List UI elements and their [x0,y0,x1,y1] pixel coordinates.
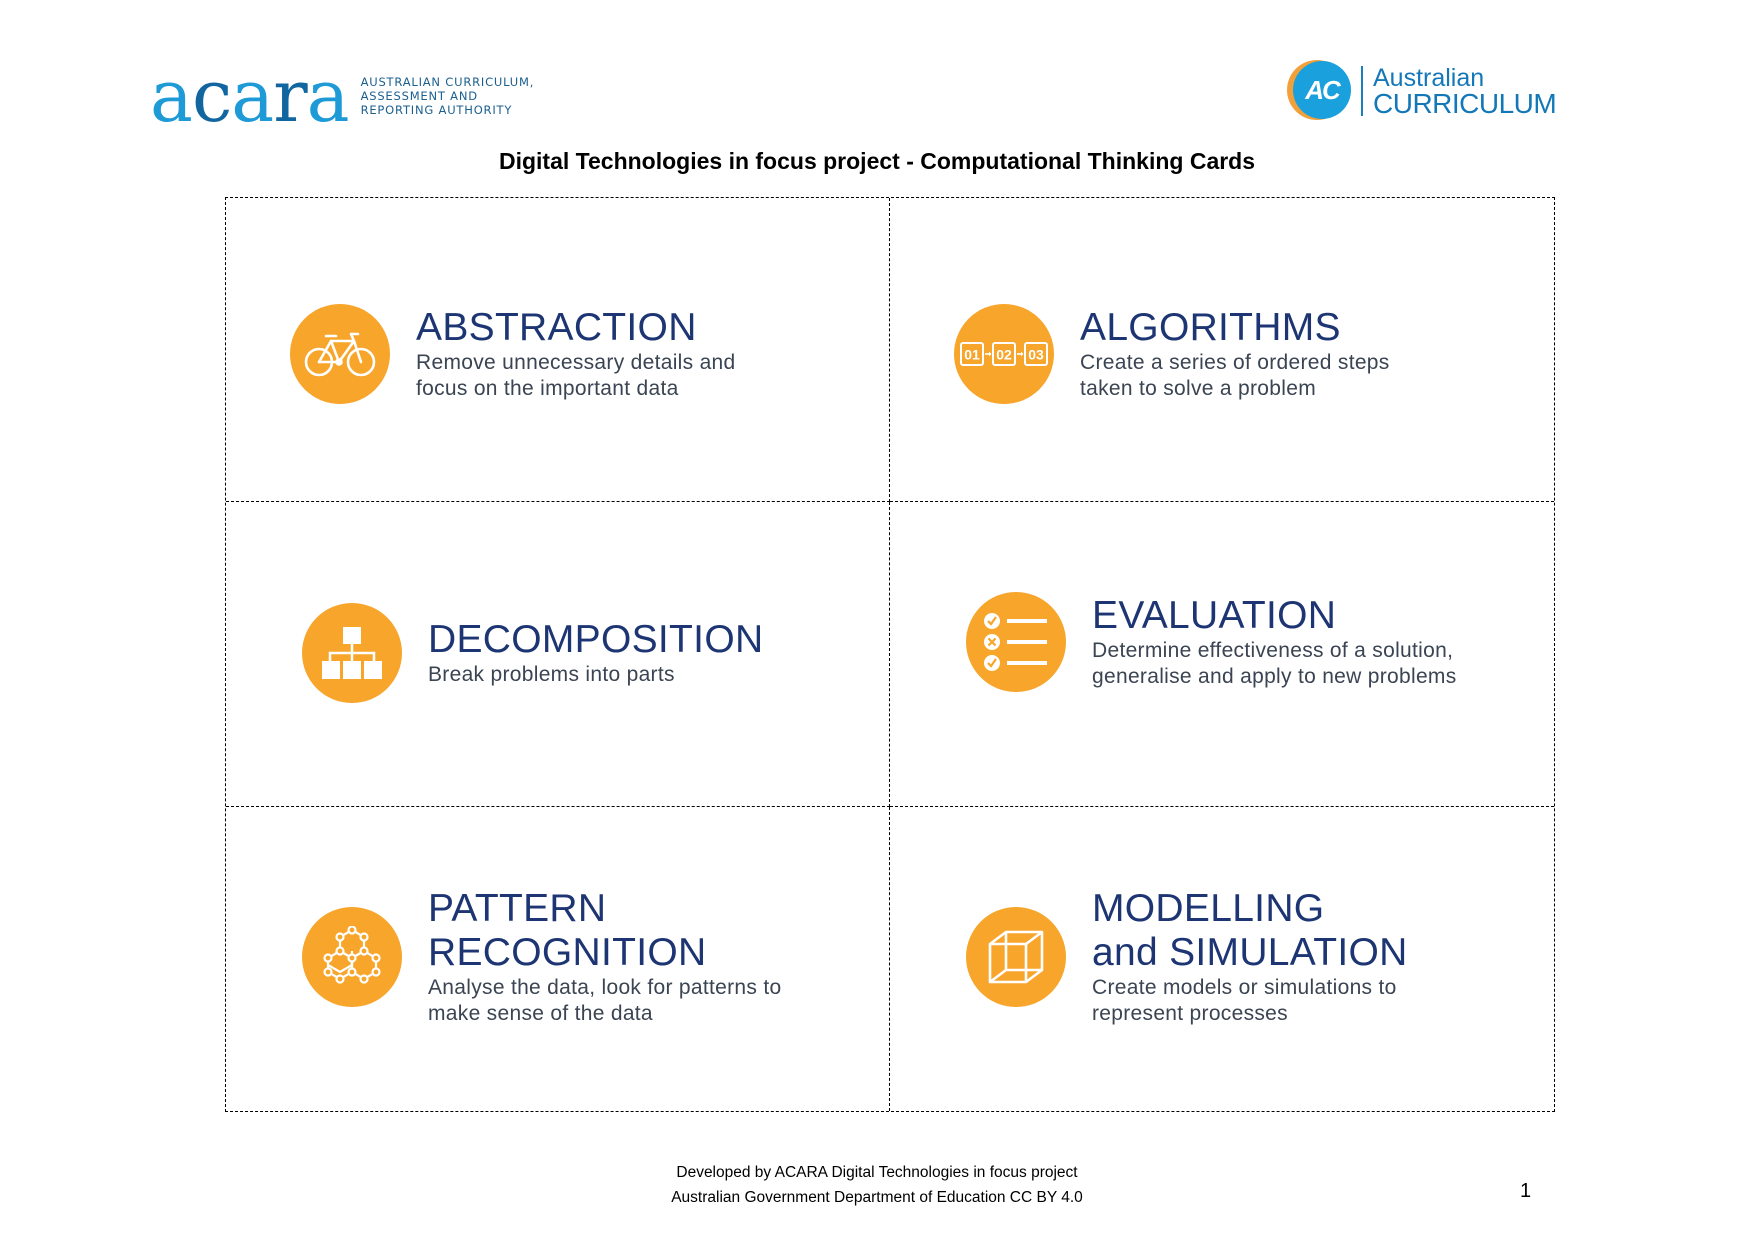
card-description-line: Create a series of ordered steps [1080,351,1390,374]
ac-divider [1361,66,1363,116]
card-description-line: taken to solve a problem [1080,377,1316,400]
card-title: MODELLING [1092,886,1325,930]
hexagon-network-icon [302,907,402,1007]
card-algorithms [890,198,1554,502]
page-number: 1 [1520,1180,1532,1202]
ac-wordmark [1373,65,1556,117]
ac-blue-circle: AC [1293,61,1351,119]
checklist-icon [966,592,1066,692]
bicycle-icon [290,304,390,404]
acara-subtitle-line: REPORTING AUTHORITY [360,103,513,117]
card-title: PATTERN [428,886,607,930]
ordered-steps-icon [954,304,1054,404]
cube-icon [966,907,1066,1007]
cards-grid [225,197,1555,1112]
svg-text:03: 03 [1028,346,1044,363]
card-description-line: Determine effectiveness of a solution, [1092,639,1454,663]
ac-wordmark-line2: CURRICULUM [1373,88,1557,119]
card-pattern-recognition [226,807,890,1111]
card-title-line2: RECOGNITION [428,930,707,974]
card-title: EVALUATION [1092,594,1337,638]
card-description-line: make sense of the data [428,1001,653,1025]
svg-text:01: 01 [964,346,980,363]
acara-letter: a [150,54,192,138]
card-description-line: generalise and apply to new problems [1092,665,1457,689]
card-description-line: focus on the important data [416,377,679,400]
acara-subtitle-line: ASSESSMENT AND [360,89,478,103]
card-description-line: Remove unnecessary details and [416,351,736,374]
acara-letter: a [231,54,274,138]
acara-subtitle-line: AUSTRALIAN CURRICULUM, [360,75,535,89]
footer-line2: Australian Government Department of Education CC BY 4.0 [671,1189,1083,1206]
card-title: DECOMPOSITION [428,618,764,662]
card-abstraction [226,198,890,502]
acara-letter: a [306,54,349,138]
card-title: ABSTRACTION [416,306,697,349]
card-title: ALGORITHMS [1080,306,1341,349]
card-description-line: represent processes [1092,1001,1288,1025]
svg-text:02: 02 [996,346,1012,363]
australian-curriculum-logo [1287,60,1556,122]
ac-wordmark-line1: Australian [1373,64,1485,92]
card-evaluation [890,502,1554,806]
hierarchy-icon [302,603,402,703]
card-decomposition [226,502,890,806]
card-description-line: Create models or simulations to [1092,975,1397,999]
footer-line1: Developed by ACARA Digital Technologies in focus project [676,1164,1078,1181]
acara-letter: r [273,54,307,138]
document-title: Digital Technologies in focus project - Computational Thinking Cards [498,148,1256,174]
acara-logo [150,54,535,138]
footer [0,1160,1754,1210]
card-description-line: Break problems into parts [428,663,675,687]
acara-wordmark [150,54,349,138]
ac-monogram-icon [1287,60,1351,122]
card-title-line2: and SIMULATION [1092,930,1408,974]
acara-subtitle [361,75,535,117]
acara-letter: c [191,54,232,138]
card-description-line: Analyse the data, look for patterns to [428,975,782,999]
card-modelling-simulation [890,807,1554,1111]
